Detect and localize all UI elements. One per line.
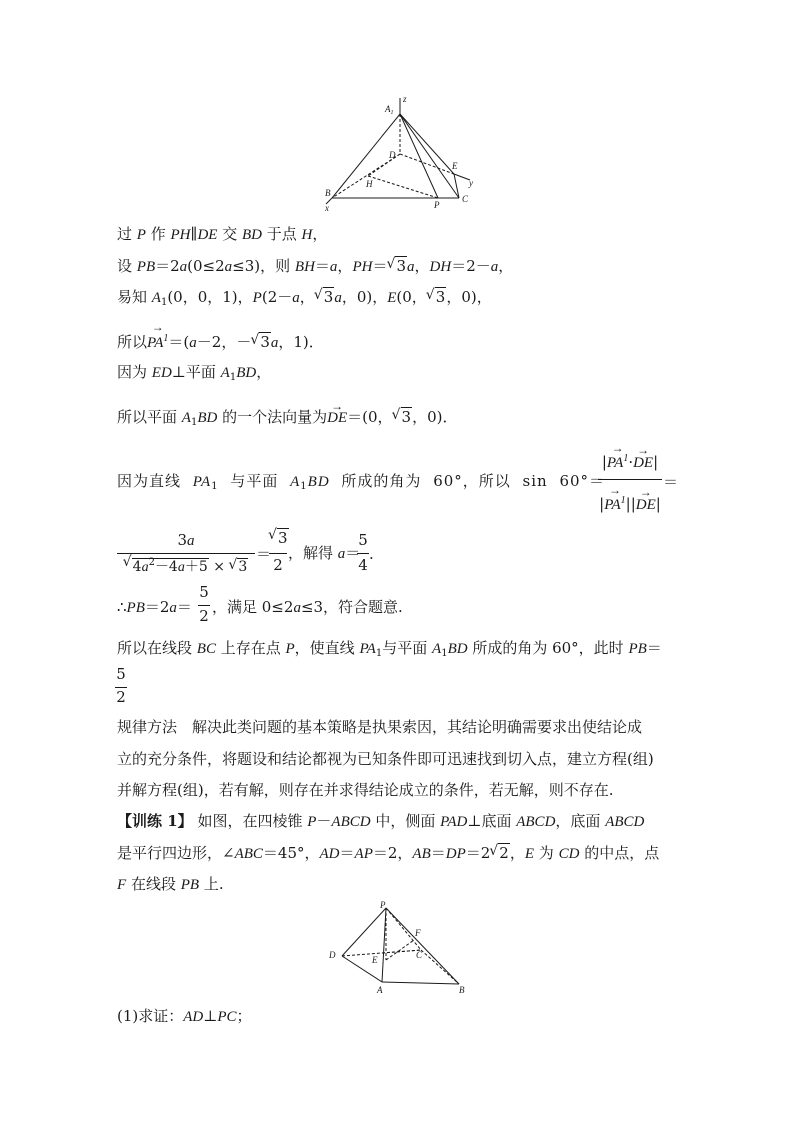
question-part-1: (1)求证：AD⊥PC；: [117, 1007, 252, 1025]
text-line-7: 因为直线 $PA_1$ 与平面 $A_1BD$ 所成的角为 60°，所以 sin 60°＝: [117, 472, 606, 492]
fraction-sqrt3-bar: [269, 553, 287, 554]
fraction-5-4-denominator: 4: [358, 556, 368, 574]
period-line-8: .: [369, 545, 374, 563]
label-z: z: [403, 94, 407, 104]
label-P: P: [380, 900, 386, 910]
label-A1: $A_1$: [385, 104, 394, 116]
fraction-5-2-line9-numerator: 5: [199, 583, 209, 601]
fraction-5-2-line9-bar: [198, 605, 210, 606]
label-C: C: [416, 950, 423, 960]
label-y: y: [469, 178, 473, 188]
text-line-5: 因为 ED⊥平面 $A_1BD$，: [117, 363, 272, 383]
label-A: A: [377, 985, 383, 995]
text-line-9: ∴PB＝2a＝: [117, 598, 192, 616]
text-line-1: 过 P 作 PH∥DE 交 BD 于点 H，: [117, 225, 328, 243]
fraction-5-2-line10-denominator: 2: [116, 688, 126, 706]
text-line-9-tail: ，满足 0≤2a≤3，符合题意.: [212, 598, 403, 616]
method-summary-line-3: 并解方程(组)，若有解，则存在并求得结论成立的条件，若无解，则不存在.: [117, 781, 614, 799]
text-line-4: 所以→ $PA^1=(a-2$，－√ 3a，1)．: [117, 325, 324, 353]
equals-sign-line-8: ＝: [256, 545, 272, 563]
figure-pyramid-coordinates: [318, 92, 478, 214]
exercise-heading-line: 【训练 1】 如图，在四棱锥 P－ABCD 中，侧面 PAD⊥底面 ABCD，底面 ABCD: [117, 812, 645, 830]
label-P: P: [434, 200, 440, 210]
fraction-3a-bar: [117, 553, 255, 554]
method-summary-line-2: 立的充分条件，将题设和结论都视为已知条件即可迅速找到切入点，建立方程(组): [117, 750, 654, 768]
text-line-16: F 在线段 PB 上.: [117, 875, 224, 893]
label-F: F: [415, 928, 421, 938]
text-line-3: 易知 $A_1(0$，0，1)，P(2－a，√ 3a，0)，E(0，√ 3，0)，: [117, 287, 492, 313]
text-line-10: 所以在线段 BC 上存在点 P，使直线 $PA_1$与平面 $A_1BD$ 所成的角为 60°，此时 PB＝: [117, 639, 662, 659]
label-x: x: [325, 203, 329, 213]
method-summary-line-1: 规律方法 解决此类问题的基本策略是执果索因，其结论明确需要求出使结论成: [117, 718, 643, 736]
fraction-3a-numerator: 3a: [177, 531, 195, 549]
text-line-2: 设 PB＝2a(0≤2a≤3)，则 BH＝a，PH＝√ 3a，DH＝2－a，: [117, 256, 513, 277]
equals-sign-line-7: ＝: [663, 473, 679, 491]
fraction-5-2-line9-denominator: 2: [199, 607, 209, 625]
text-line-8-solve: ，解得 a＝: [288, 544, 361, 562]
text-line-15: 是平行四边形，∠ABC＝45°，AD＝AP＝2，AB＝DP＝2√ 2，E 为 CD 的中点，点: [117, 843, 659, 864]
fraction-sin60-numerator: |→ $PA^1\cdot\to DE|$: [598, 449, 662, 472]
fraction-sin60-bar: [598, 479, 662, 480]
label-H: H: [366, 179, 373, 189]
text-line-6: 所以平面 $A_1BD$ 的一个法向量为→ DE＝(0，√ 3，0)．: [117, 404, 457, 433]
label-D: D: [389, 150, 396, 160]
fraction-sqrt3-denominator: 2: [273, 556, 283, 574]
fraction-5-2-line10-numerator: 5: [116, 665, 126, 683]
fraction-5-4-bar: [357, 553, 369, 554]
fraction-sqrt3-numerator: √ 3: [269, 529, 287, 547]
label-B: B: [459, 985, 465, 995]
label-C: C: [462, 194, 469, 204]
label-E: E: [452, 161, 458, 171]
exercise-label: 【训练 1】: [117, 812, 193, 830]
label-D: D: [329, 950, 336, 960]
fraction-sin60-denominator: |→ $PA^1||\to DE|$: [598, 491, 662, 514]
figure-quadrilateral-pyramid: [324, 900, 470, 996]
fraction-3a-denominator: √ $4a^2-4a+5$ × √ 3: [117, 556, 255, 576]
label-E: E: [372, 955, 378, 965]
label-B: B: [325, 188, 331, 198]
fraction-5-4-numerator: 5: [358, 531, 368, 549]
